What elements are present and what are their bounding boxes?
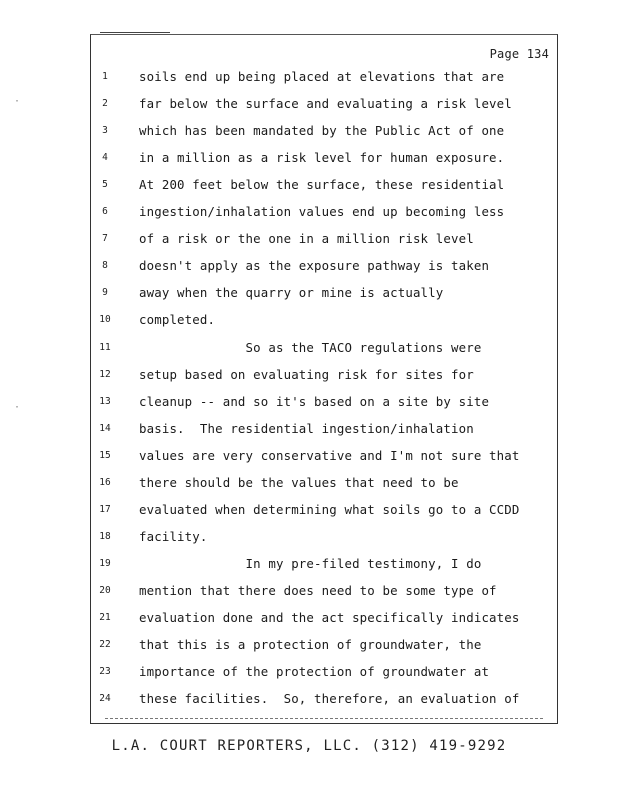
transcript-line: soils end up being placed at elevations that are bbox=[139, 69, 505, 84]
line-number: 2 bbox=[102, 98, 108, 110]
transcript-page bbox=[90, 34, 558, 724]
line-number: 15 bbox=[99, 449, 111, 461]
line-number: 18 bbox=[99, 530, 111, 542]
transcript-line: far below the surface and evaluating a risk level bbox=[139, 96, 512, 112]
transcript-line: values are very conservative and I'm not sure that bbox=[139, 447, 520, 463]
transcript-line: which has been mandated by the Public Act of one bbox=[139, 123, 505, 139]
transcript-line: In my pre-filed testimony, I do bbox=[139, 555, 482, 571]
transcript-line: So as the TACO regulations were bbox=[139, 339, 482, 355]
line-number: 14 bbox=[99, 422, 111, 434]
line-number: 17 bbox=[99, 503, 111, 515]
transcript-line: of a risk or the one in a million risk level bbox=[139, 231, 474, 247]
margin-mark: · bbox=[14, 402, 21, 413]
line-number: 12 bbox=[99, 368, 111, 380]
line-number: 22 bbox=[99, 639, 111, 651]
transcript-line: ingestion/inhalation values end up becoming less bbox=[139, 204, 505, 220]
court-reporter-footer: L.A. COURT REPORTERS, LLC. (312) 419-9292 bbox=[111, 738, 507, 754]
line-number: 9 bbox=[102, 287, 108, 299]
line-number: 24 bbox=[99, 693, 111, 705]
line-number: 20 bbox=[99, 584, 111, 596]
transcript-line: At 200 feet below the surface, these residential bbox=[139, 177, 505, 193]
margin-mark: · bbox=[14, 96, 21, 107]
line-number: 6 bbox=[102, 206, 108, 218]
bottom-divider bbox=[105, 718, 543, 719]
line-number: 16 bbox=[99, 476, 111, 488]
transcript-line: cleanup -- and so it's based on a site by site bbox=[139, 393, 490, 409]
line-number: 23 bbox=[99, 666, 111, 678]
line-number: 8 bbox=[102, 260, 108, 272]
transcript-line: completed. bbox=[139, 312, 216, 328]
line-number: 19 bbox=[99, 557, 111, 569]
transcript-line: that this is a protection of groundwater, the bbox=[139, 637, 482, 653]
transcript-line: evaluation done and the act specifically indicates bbox=[139, 610, 520, 625]
page-number: Page 134 bbox=[489, 47, 549, 61]
line-number: 7 bbox=[102, 233, 108, 245]
transcript-line: these facilities. So, therefore, an evaluation of bbox=[139, 691, 520, 707]
transcript-line: there should be the values that need to be bbox=[139, 474, 459, 490]
transcript-line: doesn't apply as the exposure pathway is taken bbox=[139, 258, 490, 274]
transcript-line: in a million as a risk level for human exposure. bbox=[139, 150, 505, 166]
line-number: 13 bbox=[99, 395, 111, 407]
line-number: 21 bbox=[99, 612, 111, 623]
line-number: 3 bbox=[102, 125, 108, 137]
transcript-line: setup based on evaluating risk for sites for bbox=[139, 366, 474, 382]
line-number: 5 bbox=[102, 179, 108, 191]
transcript-line: away when the quarry or mine is actually bbox=[139, 285, 444, 301]
transcript-line: importance of the protection of groundwater at bbox=[139, 664, 490, 680]
line-number: 1 bbox=[102, 71, 108, 82]
line-number: 11 bbox=[99, 341, 111, 353]
line-number: 4 bbox=[102, 152, 108, 164]
transcript-line: mention that there does need to be some type of bbox=[139, 582, 497, 598]
transcript-line: evaluated when determining what soils go to a CCDD bbox=[139, 501, 520, 517]
transcript-line: facility. bbox=[139, 528, 208, 544]
line-number: 10 bbox=[99, 314, 111, 326]
transcript-line: basis. The residential ingestion/inhalation bbox=[139, 420, 474, 436]
